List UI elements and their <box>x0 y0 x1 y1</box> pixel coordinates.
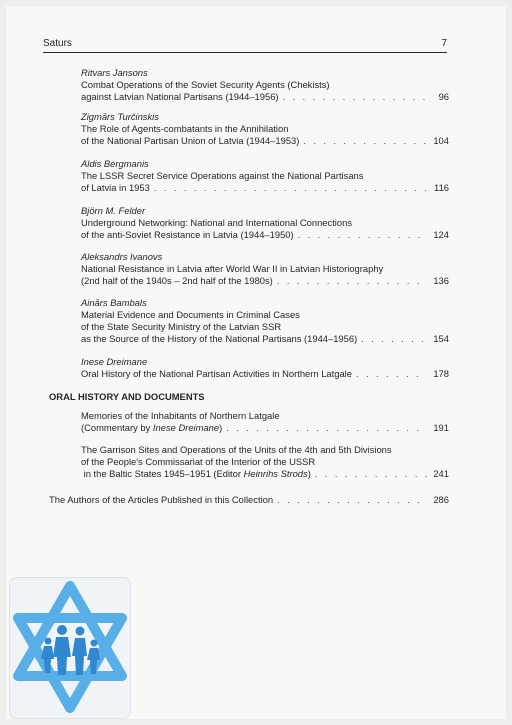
editor-name: Heinrihs Strods <box>243 468 308 479</box>
title-text: ) <box>219 422 223 433</box>
toc-entry[interactable] <box>81 444 449 480</box>
entry-title-line: of the anti-Soviet Resistance in Latvia (1944–1950) <box>81 229 294 240</box>
entry-page-number: 104 <box>433 135 449 146</box>
toc-entry[interactable] <box>81 67 449 103</box>
entry-page-number: 241 <box>433 468 449 479</box>
entry-title-line: of Latvia in 1953 <box>81 182 150 193</box>
toc-entry[interactable] <box>49 494 449 506</box>
star-of-david-family-icon <box>10 578 130 718</box>
entry-last-line <box>81 468 449 480</box>
entry-author: Aleksandrs Ivanovs <box>81 251 163 262</box>
entry-last-line <box>81 422 449 434</box>
entry-last-line <box>81 135 449 147</box>
header-title: Saturs <box>43 38 72 49</box>
entry-title-line: The Authors of the Articles Published in this Collection <box>49 494 274 505</box>
entry-last-line <box>81 275 449 287</box>
entry-title-line <box>81 468 311 480</box>
entry-title-line: National Resistance in Latvia after World War II in Latvian Historiography <box>81 263 384 274</box>
entry-page-number: 124 <box>433 229 449 240</box>
entry-author: Inese Dreimane <box>81 356 148 367</box>
entry-author: Ainārs Bambals <box>81 297 147 308</box>
entry-title-line: Underground Networking: National and International Connections <box>81 217 353 228</box>
entry-page-number: 136 <box>433 275 449 286</box>
header-rule <box>43 52 447 53</box>
entry-title-line: as the Source of the History of the National Partisans (1944–1956) <box>81 333 358 344</box>
editor-name: Inese Dreimane <box>152 422 220 433</box>
entry-title-line <box>81 422 222 434</box>
entry-author: Aldis Bergmanis <box>81 158 149 169</box>
entry-page-number: 116 <box>434 182 449 193</box>
entry-title-line: The Garrison Sites and Operations of the Units of the 4th and 5th Divisions <box>81 444 392 455</box>
section-heading: ORAL HISTORY AND DOCUMENTS <box>49 391 205 402</box>
entry-page-number: 286 <box>433 494 449 505</box>
dot-leader <box>298 229 427 241</box>
title-text: in the Baltic States 1945–1951 (Editor <box>81 468 244 479</box>
entry-author: Zigmārs Turčinskis <box>81 111 159 122</box>
toc-entry[interactable] <box>81 158 449 194</box>
dot-leader <box>356 368 427 380</box>
toc-entry[interactable] <box>81 111 449 147</box>
entry-last-line <box>81 368 449 380</box>
header-page-number: 7 <box>441 38 447 49</box>
toc-entry[interactable] <box>81 251 449 287</box>
entry-title-line: of the National Partisan Union of Latvia (1944–1953) <box>81 135 300 146</box>
toc-entry[interactable] <box>81 205 449 241</box>
dot-leader <box>154 182 427 194</box>
entry-title-line: against Latvian National Partisans (1944–1956) <box>81 91 279 102</box>
toc-entry[interactable] <box>81 297 449 345</box>
dot-leader <box>315 468 427 480</box>
entry-page-number: 96 <box>438 91 449 102</box>
entry-title-line: The Role of Agents-combatants in the Annihilation <box>81 123 289 134</box>
dot-leader <box>277 494 427 506</box>
entry-last-line <box>81 333 449 345</box>
title-text: ) <box>307 468 311 479</box>
entry-title-line: Oral History of the National Partisan Activities in Northern Latgale <box>81 368 352 379</box>
toc-entry[interactable] <box>81 410 449 434</box>
running-header <box>43 37 447 51</box>
entry-title-line: Memories of the Inhabitants of Northern Latgale <box>81 410 280 421</box>
dot-leader <box>226 422 427 434</box>
entry-last-line <box>81 182 449 194</box>
entry-author: Ritvars Jansons <box>81 67 148 78</box>
entry-title-line: of the State Security Ministry of the Latvian SSR <box>81 321 282 332</box>
entry-last-line <box>81 229 449 241</box>
watermark-logo <box>9 577 131 719</box>
entry-title-line: of the People's Commissariat of the Interior of the USSR <box>81 456 316 467</box>
entry-title-line: (2nd half of the 1940s – 2nd half of the 1980s) <box>81 275 273 286</box>
toc-entry[interactable] <box>81 356 449 380</box>
entry-page-number: 178 <box>433 368 449 379</box>
entry-page-number: 154 <box>433 333 449 344</box>
dot-leader <box>283 91 427 103</box>
title-text: (Commentary by <box>81 422 153 433</box>
entry-last-line <box>49 494 449 506</box>
dot-leader <box>303 135 427 147</box>
entry-last-line <box>81 91 449 103</box>
entry-page-number: 191 <box>433 422 449 433</box>
dot-leader <box>361 333 427 345</box>
entry-title-line: Combat Operations of the Soviet Security Agents (Chekists) <box>81 79 330 90</box>
dot-leader <box>277 275 427 287</box>
entry-author: Björn M. Felder <box>81 205 146 216</box>
entry-title-line: Material Evidence and Documents in Criminal Cases <box>81 309 300 320</box>
entry-title-line: The LSSR Secret Service Operations against the National Partisans <box>81 170 364 181</box>
